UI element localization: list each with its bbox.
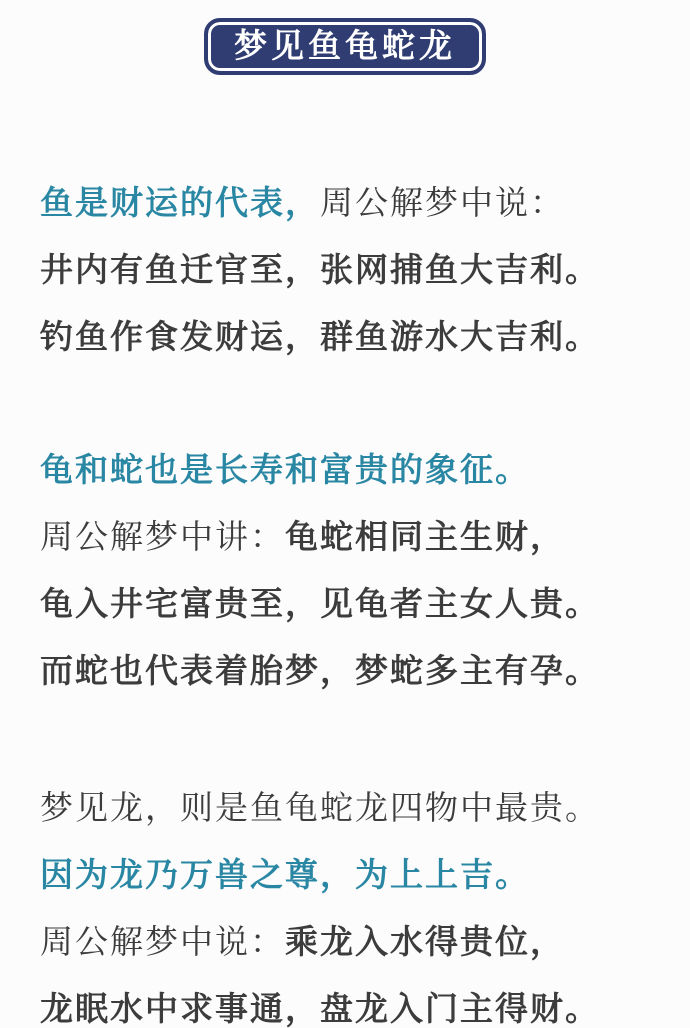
text-line <box>40 185 660 221</box>
text-segment-bold: 乘龙入水得贵位， <box>285 923 565 960</box>
text-segment-regular: 周公解梦中说： <box>40 923 285 960</box>
text-line <box>40 586 660 622</box>
page-title: 梦见鱼龟蛇龙 <box>204 18 486 75</box>
fish-section <box>40 185 660 355</box>
text-line <box>40 319 660 355</box>
text-segment-bold: 龟蛇相同主生财， <box>285 518 565 555</box>
title-badge-row <box>0 0 690 75</box>
text-segment-regular: 梦见龙，则是鱼龟蛇龙四物中最贵。 <box>40 789 600 826</box>
text-segment-bold: 龟入井宅富贵至，见龟者主女人贵。 <box>40 585 600 622</box>
dragon-section <box>40 790 660 1027</box>
text-segment-bold: 而蛇也代表着胎梦，梦蛇多主有孕。 <box>40 652 600 689</box>
text-segment-accent: 龟和蛇也是长寿和富贵的象征。 <box>40 451 530 488</box>
text-line <box>40 252 660 288</box>
text-segment-bold: 钓鱼作食发财运，群鱼游水大吉利。 <box>40 318 600 355</box>
text-segment-regular: 周公解梦中讲： <box>40 518 285 555</box>
text-segment-regular: 周公解梦中说： <box>320 184 565 221</box>
turtle-snake-section <box>40 452 660 689</box>
text-line <box>40 857 660 893</box>
text-segment-bold: 龙眠水中求事通，盘龙入门主得财。 <box>40 990 600 1027</box>
text-line <box>40 519 660 555</box>
text-line <box>40 790 660 826</box>
text-line <box>40 991 660 1027</box>
text-line <box>40 924 660 960</box>
text-segment-accent: 鱼是财运的代表， <box>40 184 320 221</box>
text-segment-accent: 因为龙乃万兽之尊，为上上吉。 <box>40 856 530 893</box>
text-segment-bold: 井内有鱼迁官至，张网捕鱼大吉利。 <box>40 251 600 288</box>
text-line <box>40 653 660 689</box>
text-line <box>40 452 660 488</box>
article-body <box>0 185 690 1027</box>
